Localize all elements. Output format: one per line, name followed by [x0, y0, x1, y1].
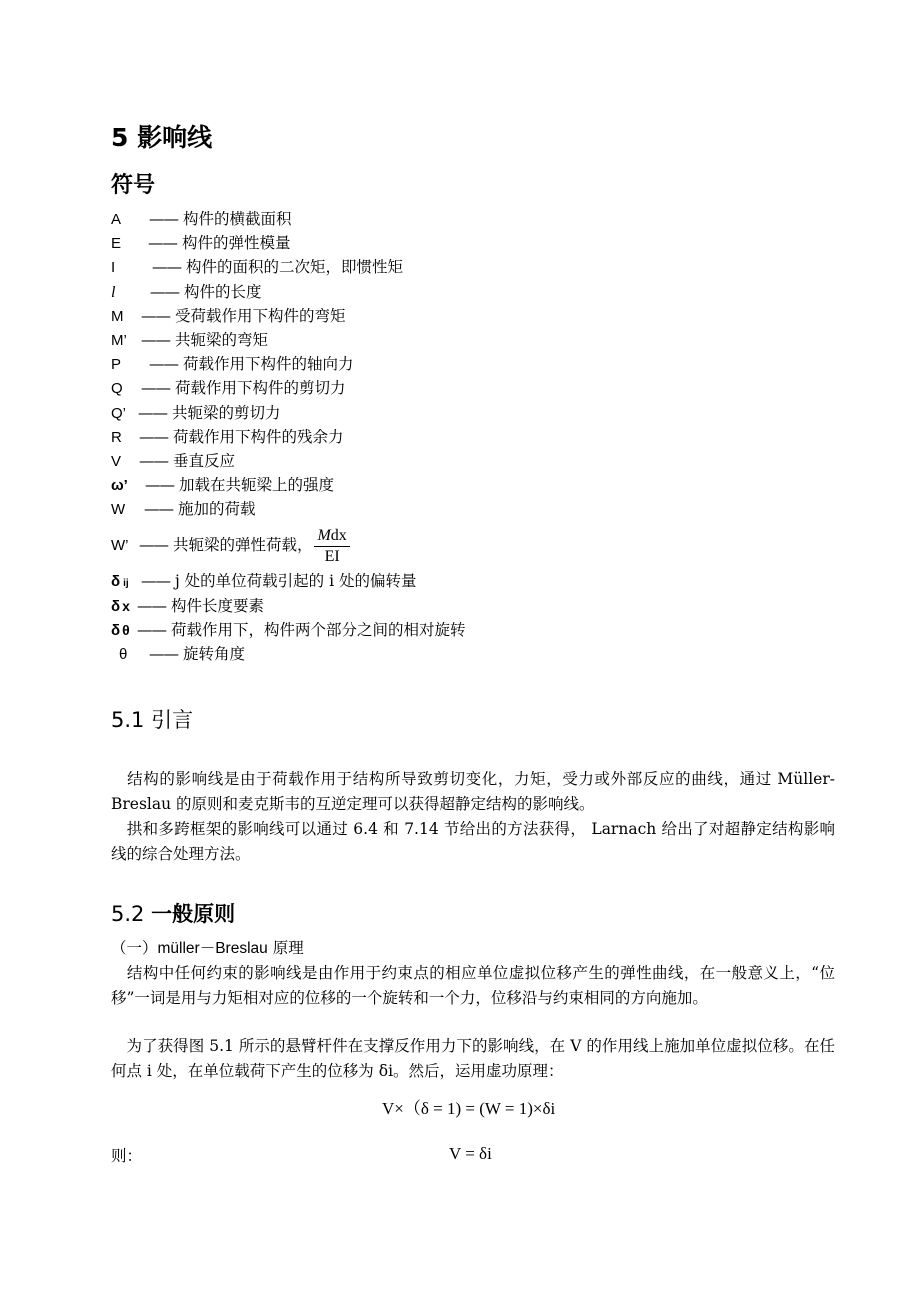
then-label: 则：: [111, 1147, 143, 1165]
fraction-denominator: EI: [324, 547, 340, 565]
section-title: 一般原则: [151, 902, 236, 926]
symbol-row-w: [111, 497, 831, 521]
symbol-name: Q: [111, 380, 123, 398]
symbol-description: 旋转角度: [182, 645, 245, 663]
symbol-row-e: [111, 231, 831, 255]
symbol-row-delta-theta: [111, 618, 831, 642]
symbol-row-q: [111, 376, 831, 400]
symbol-description: 荷载作用下构件的剪切力: [174, 379, 346, 398]
symbol-base: δ: [111, 621, 121, 639]
subsection-prefix: （一）: [111, 939, 158, 957]
symbol-name: [111, 618, 137, 643]
symbol-name: l: [111, 283, 116, 301]
fraction-numerator: [314, 526, 349, 547]
symbol-subscript: x: [122, 597, 130, 614]
symbol-separator: ——: [137, 620, 166, 639]
fraction-mdx-over-ei: [314, 526, 349, 567]
symbol-subscript: θ: [122, 621, 130, 638]
subsection-heading: [111, 936, 304, 958]
symbol-description: 构件的弹性模量: [181, 234, 291, 253]
symbol-description: 共轭梁的剪切力: [171, 403, 281, 422]
symbol-separator: ——: [145, 476, 174, 495]
symbol-row-delta-x: [111, 594, 831, 618]
paragraph-intro-1: 结构的影响线是由于荷载作用于结构所导致剪切变化，力矩，受力或外部反应的曲线，通过 Müller-Breslau 的原则和麦克斯韦的互逆定理可以获得超静定结构的影响线。: [111, 770, 835, 813]
fraction-numerator-m: M: [317, 526, 331, 544]
symbol-base: δ: [111, 573, 121, 591]
paragraph-intro-2: 拱和多跨框架的影响线可以通过 6.4 和 7.14 节给出的方法获得， Larnach 给出了对超静定结构影响线的综合处理方法。: [111, 820, 835, 863]
symbol-description: 施加的荷载: [177, 500, 256, 519]
symbol-row-v: [111, 449, 831, 473]
symbol-separator: ——: [141, 306, 170, 325]
symbol-row-a: [111, 207, 831, 231]
symbol-separator: ——: [150, 282, 179, 301]
symbol-separator: ——: [139, 427, 168, 446]
symbol-row-p: [111, 352, 831, 376]
symbol-description: 荷载作用下构件的残余力: [172, 427, 344, 446]
symbol-name: A: [111, 211, 122, 228]
symbol-separator: ——: [141, 572, 170, 591]
symbol-separator: ——: [139, 451, 168, 470]
equation-result: V = δi: [449, 1144, 492, 1163]
symbol-separator: ——: [148, 234, 177, 253]
symbol-separator: ——: [149, 355, 178, 374]
symbol-description: 受荷载作用下构件的弯矩: [174, 306, 346, 325]
symbol-separator: ——: [141, 330, 170, 349]
symbol-name: [111, 594, 137, 619]
symbol-name: ω’: [111, 477, 128, 495]
symbol-list: [111, 207, 831, 666]
symbol-description: 加载在共轭梁上的强度: [178, 476, 334, 495]
equation-virtual-work: V×（δ = 1) = (W = 1)×δi: [382, 1099, 556, 1118]
symbol-separator: ——: [139, 536, 168, 555]
symbol-separator: ——: [141, 379, 170, 398]
symbol-name: θ: [119, 646, 128, 663]
symbol-description: 构件的长度: [183, 282, 262, 301]
symbol-name: Q’: [111, 404, 126, 422]
symbol-description: 共轭梁的弹性荷载，: [172, 536, 313, 555]
symbol-row-delta-ij: [111, 569, 831, 593]
symbol-name: M’: [111, 331, 127, 349]
symbol-name: I: [111, 259, 116, 277]
symbol-name: V: [111, 452, 122, 470]
symbol-separator: ——: [149, 645, 178, 663]
section-heading-5-1: [111, 704, 193, 734]
symbol-name: [111, 570, 141, 596]
subsection-latin-name: müller－Breslau: [157, 940, 268, 957]
symbol-name: W: [111, 501, 126, 519]
symbol-row-r: [111, 425, 831, 449]
symbol-row-omega-prime: [111, 473, 831, 497]
symbol-row-i: [111, 255, 831, 279]
subsection-suffix: 原理: [267, 939, 304, 957]
symbol-description: 构件的横截面积: [182, 210, 292, 228]
section-number: 5.1: [111, 708, 145, 732]
symbol-name: W’: [111, 537, 129, 555]
symbol-row-q-prime: [111, 401, 831, 425]
fraction-numerator-dx: dx: [330, 526, 347, 544]
symbol-description: j 处的单位荷载引起的 i 处的偏转量: [174, 572, 417, 591]
symbol-row-m: [111, 304, 831, 328]
section-number: 5.2: [111, 902, 145, 926]
symbol-name: R: [111, 428, 122, 446]
symbol-separator: ——: [152, 258, 181, 277]
symbol-description: 荷载作用下，构件两个部分之间的相对旋转: [170, 620, 466, 639]
symbol-row-w-prime: [111, 521, 831, 569]
section-heading-5-2: [111, 898, 235, 928]
symbol-separator: ——: [144, 500, 173, 519]
symbol-row-theta: [111, 642, 831, 666]
chapter-title: 5 影响线: [111, 123, 213, 152]
symbol-separator: ——: [137, 596, 166, 615]
symbol-name: P: [111, 356, 122, 374]
symbol-base: δ: [111, 597, 121, 615]
symbol-name: E: [111, 235, 122, 253]
paragraph-principle-1: 结构中任何约束的影响线是由作用于约束点的相应单位虚拟位移产生的弹性曲线，在一般意义上，“位移”一词是用与力矩相对应的位移的一个旋转和一个力，位移沿与约束相同的方向施加。: [111, 964, 835, 1007]
symbol-name: M: [111, 307, 124, 325]
section-title: 引言: [151, 708, 194, 732]
symbol-subscript: ij: [123, 578, 129, 590]
symbol-description: 共轭梁的弯矩: [174, 330, 268, 349]
symbol-separator: ——: [138, 403, 167, 422]
symbol-description: 荷载作用下构件的轴向力: [182, 355, 354, 374]
symbols-heading: 符号: [111, 173, 156, 198]
paragraph-principle-2: 为了获得图 5.1 所示的悬臂杆件在支撑反作用力下的影响线，在 V 的作用线上施加单位虚拟位移。在任何点 i 处，在单位载荷下产生的位移为 δi。然后，运用虚功原理：: [111, 1037, 835, 1080]
symbol-separator: ——: [149, 210, 178, 228]
symbol-description: 构件长度要素: [170, 596, 264, 615]
symbol-description: 构件的面积的二次矩，即惯性矩: [185, 258, 403, 277]
symbol-row-m-prime: [111, 328, 831, 352]
symbol-description: 垂直反应: [172, 451, 235, 470]
symbol-row-l: [111, 280, 831, 304]
